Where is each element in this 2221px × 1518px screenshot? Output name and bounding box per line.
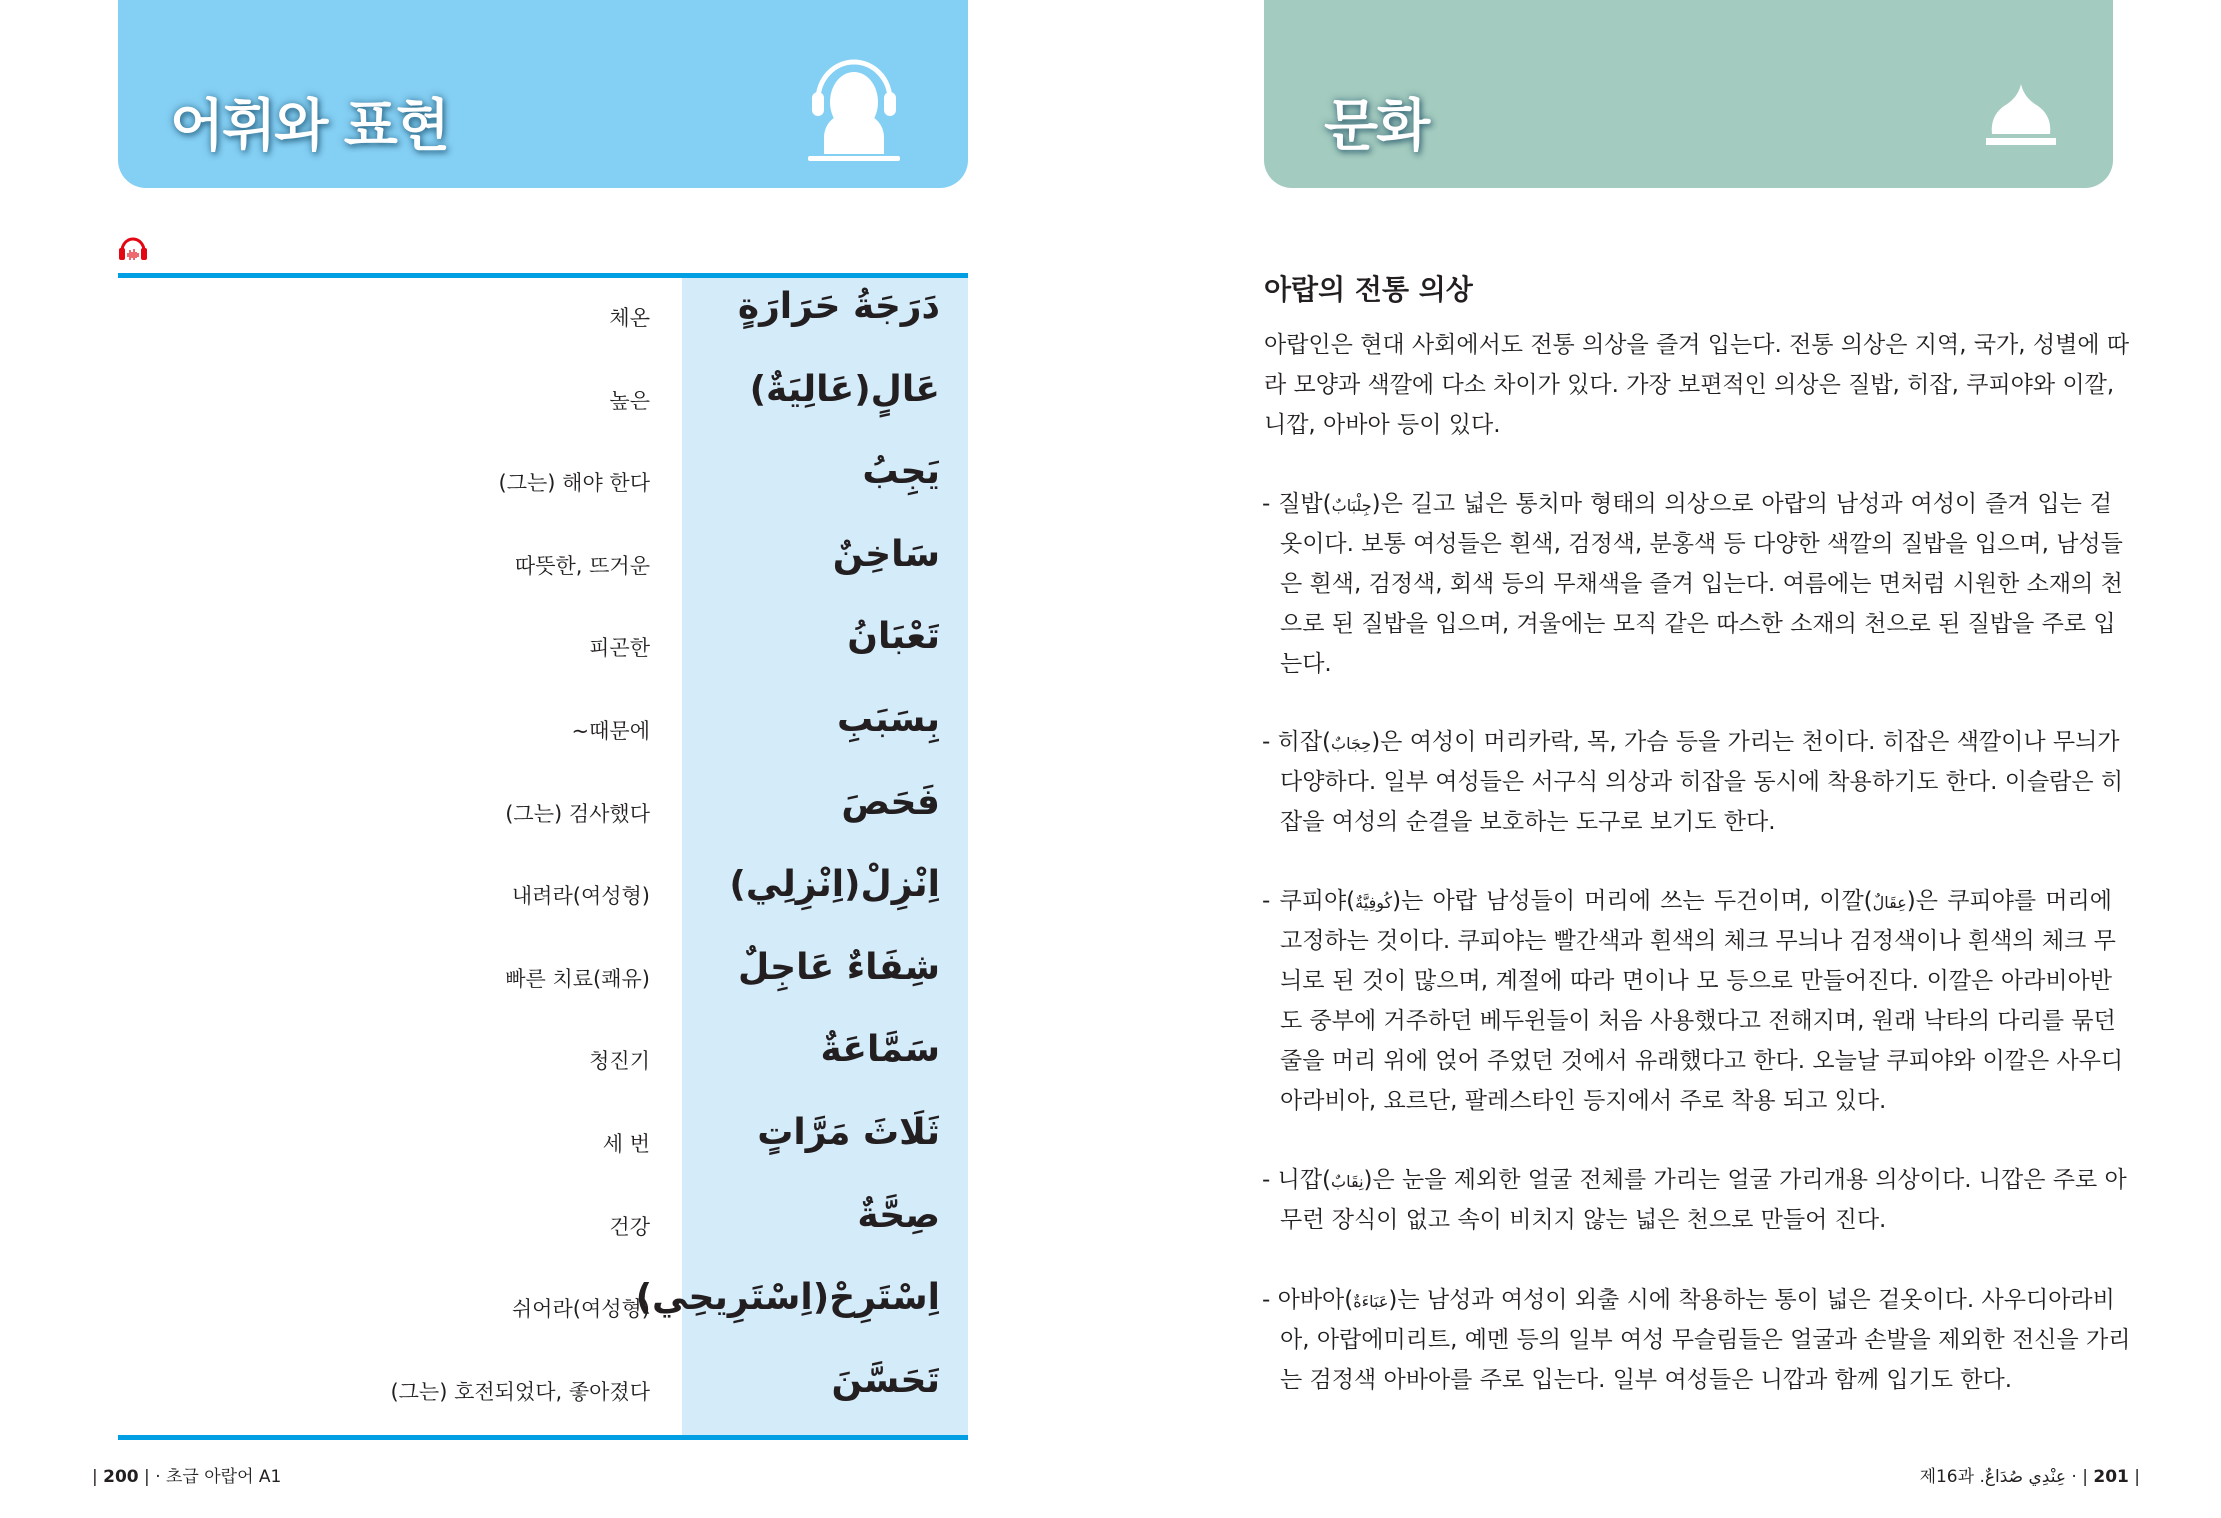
- arabic-term: عَبَاءَةٌ: [1353, 1292, 1389, 1311]
- bullet-line: 으로 된 질밥을 입으며, 겨울에는 모직 같은 따스한 소재의 천으로 된 질밥을 주로 입: [1280, 611, 2116, 637]
- intro-line: 아랍인은 현대 사회에서도 전통 의상을 즐겨 입는다. 전통 의상은 지역, 국가, 성별에 따: [1264, 332, 2130, 358]
- vocab-row: [118, 939, 968, 1021]
- vocab-arabic: شِفَاءٌ عَاجِلٌ: [738, 946, 940, 988]
- footer-separator: · |: [2071, 1467, 2094, 1487]
- vocab-arabic: بِسَبَبِ: [837, 699, 940, 740]
- vocab-arabic: صِحَّةٌ: [857, 1194, 940, 1236]
- vocab-korean: (그는) 검사했다: [505, 801, 650, 826]
- vocab-row: [118, 526, 968, 608]
- lesson-label: 제16과: [1919, 1467, 1975, 1487]
- bullet-line: 아, 아랍에미리트, 예멘 등의 일부 여성 무슬림들은 얼굴과 손발을 제외한 전신을 가리: [1280, 1327, 2131, 1353]
- vocab-korean: ~때문에: [571, 719, 650, 743]
- bullet-text: - 니깝(: [1262, 1167, 1332, 1193]
- audio-headphone-icon[interactable]: [118, 231, 148, 261]
- bullet-first-line: [1262, 1165, 2127, 1195]
- vocab-header-banner: [118, 0, 968, 188]
- vocab-row: [118, 1352, 968, 1434]
- vocab-arabic: تَحَسَّنَ: [831, 1359, 940, 1401]
- vocab-arabic: سَاخِنٌ: [832, 533, 940, 575]
- bullet-text: - 질밥(: [1262, 491, 1332, 517]
- bullet-line: 잡을 여성의 순결을 보호하는 도구로 보기도 한다.: [1280, 809, 1776, 835]
- bullet-text: )는 아랍 남성들이 머리에 쓰는 두건이며, 이깔(: [1392, 888, 1873, 914]
- bullet-line: 는 검정색 아바아를 주로 입는다. 일부 여성들은 니깝과 함께 입기도 한다.: [1280, 1367, 2013, 1393]
- bullet-line: 다양하다. 일부 여성들은 서구식 의상과 히잡을 동시에 착용하기도 한다. 이슬람은 히: [1280, 769, 2124, 795]
- intro-line: 라 모양과 색깔에 다소 차이가 있다. 가장 보편적인 의상은 질밥, 히잡, 쿠피야와 이깔,: [1264, 372, 2115, 398]
- bullet-text: )은 길고 넓은 통치마 형태의 의상으로 아랍의 남성과 여성이 즐겨 입는 겉: [1371, 491, 2112, 517]
- vocab-korean: 내려라(여성형): [511, 884, 650, 909]
- bullet-text: )은 쿠피야를 머리에: [1906, 888, 2112, 914]
- bullet-line: 도 중부에 거주하던 베두윈들이 처음 사용했다고 전해지며, 원래 낙타의 다리를 묶던: [1280, 1008, 2116, 1034]
- arabic-term: جِلْبَابٌ: [1331, 496, 1372, 515]
- bullet-line: 늬로 된 것이 많으며, 계절에 따라 면이나 모 등으로 만들어진다. 이깔은 아라비아반: [1280, 968, 2112, 994]
- bullet-text: - 히잡(: [1262, 729, 1332, 755]
- vocab-korean: 쉬어라(여성형): [511, 1297, 650, 1322]
- vocab-arabic: دَرَجَةُ حَرَارَةٍ: [737, 286, 940, 327]
- footer-separator: |: [2128, 1467, 2140, 1487]
- vocab-korean: 따뜻한, 뜨거운: [514, 553, 650, 578]
- lesson-title-arabic: عِنْدِي صُدَاعٌ.: [1979, 1467, 2066, 1487]
- bullet-text: - 아바아(: [1262, 1287, 1354, 1313]
- vocab-arabic: اِنْزِلْ(اِنْزِلِي): [729, 864, 940, 906]
- vocab-korean: 피곤한: [589, 636, 650, 661]
- bullet-first-line: [1262, 886, 2112, 916]
- vocab-arabic: اِسْتَرِحْ(اِسْتَرِيحِي): [635, 1277, 940, 1319]
- bullet-text: )은 눈을 제외한 얼굴 전체를 가리는 얼굴 가리개용 의상이다. 니깝은 주로 아: [1363, 1167, 2127, 1193]
- headset-person-icon: [806, 56, 902, 164]
- bullet-line: 는다.: [1280, 651, 1332, 677]
- vocab-arabic: فَحَصَ: [841, 781, 940, 823]
- vocab-arabic: يَجِبُ: [862, 451, 940, 493]
- section-title: 아랍의 전통 의상: [1264, 273, 1473, 306]
- vocab-row: [118, 443, 968, 525]
- footer-separator: |: [138, 1467, 156, 1487]
- culture-header-banner: [1264, 0, 2113, 188]
- bullet-text: - 쿠피야(: [1262, 888, 1356, 914]
- vocab-korean: 청진기: [589, 1049, 650, 1074]
- vocab-korean: 높은: [609, 388, 650, 413]
- vocab-row: [118, 1269, 968, 1351]
- vocab-korean: 건강: [609, 1214, 650, 1239]
- right-page-footer: [1920, 1462, 2140, 1487]
- vocab-korean: 세 번: [602, 1132, 650, 1156]
- page-number: 200: [103, 1467, 139, 1487]
- vocab-arabic: تَعْبَانُ: [847, 616, 940, 658]
- arabic-term: عِقَالٌ: [1872, 893, 1907, 912]
- vocab-row: [118, 1104, 968, 1186]
- vocab-row: [118, 774, 968, 856]
- vocab-arabic: عَالٍ(عَالِيَةٌ): [749, 368, 940, 410]
- page-number: 201: [2093, 1467, 2129, 1487]
- bullet-text: )은 여성이 머리카락, 목, 가슴 등을 가리는 천이다. 히잡은 색깔이나 무늬가: [1371, 729, 2120, 755]
- vocab-arabic: ثَلَاثَ مَرَّاتٍ: [757, 1112, 940, 1153]
- bullet-line: 은 흰색, 검정색, 회색 등의 무채색을 즐겨 입는다. 여름에는 면처럼 시원한 소재의 천: [1280, 571, 2123, 597]
- vocab-korean: 빠른 치료(쾌유): [505, 966, 650, 991]
- footer-separator: |: [92, 1467, 104, 1487]
- bullet-line: 옷이다. 보통 여성들은 흰색, 검정색, 분홍색 등 다양한 색깔의 질밥을 입으며, 남성들: [1280, 531, 2123, 557]
- vocab-row: [118, 1021, 968, 1103]
- bullet-first-line: [1262, 1285, 2115, 1315]
- culture-header-title: 문화: [1324, 94, 1429, 159]
- bullet-first-line: [1262, 489, 2112, 519]
- bullet-line: 아라비아, 요르단, 팔레스타인 등지에서 주로 착용 되고 있다.: [1280, 1088, 1887, 1114]
- vocab-row: [118, 608, 968, 690]
- vocab-row: [118, 278, 968, 360]
- vocab-korean: (그는) 해야 한다: [498, 471, 650, 496]
- left-page-footer: [92, 1462, 281, 1487]
- bullet-line: 고정하는 것이다. 쿠피야는 빨간색과 흰색의 체크 무늬나 검정색이나 흰색의 체크 무: [1280, 928, 2116, 954]
- intro-line: 니깝, 아바아 등이 있다.: [1264, 412, 1501, 438]
- vocab-row: [118, 361, 968, 443]
- bullet-text: )는 남성과 여성이 외출 시에 착용하는 통이 넓은 겉옷이다. 사우디아라비: [1388, 1287, 2115, 1313]
- vocab-row: [118, 691, 968, 773]
- vocab-bottom-rule: [118, 1435, 968, 1440]
- bullet-first-line: [1262, 727, 2120, 757]
- book-title: · 초급 아랍어 A1: [155, 1467, 282, 1487]
- vocab-korean: (그는) 호전되었다, 좋아졌다: [390, 1379, 650, 1404]
- vocab-row: [118, 856, 968, 938]
- arabic-term: كُوفِيَّةٌ: [1355, 893, 1393, 912]
- vocab-row: [118, 1187, 968, 1269]
- vocab-korean: 체온: [609, 306, 650, 330]
- bullet-line: 무런 장식이 없고 속이 비치지 않는 넓은 천으로 만들어 진다.: [1280, 1207, 1887, 1233]
- arabic-term: حِجَابٌ: [1331, 734, 1372, 753]
- arabic-term: نِقَابٌ: [1331, 1172, 1364, 1191]
- vocab-header-title: 어휘와 표현: [170, 94, 448, 159]
- dome-icon: [1984, 82, 2058, 148]
- vocab-arabic: سَمَّاعَةٌ: [820, 1029, 940, 1071]
- bullet-line: 줄을 머리 위에 얹어 주었던 것에서 유래했다고 한다. 오늘날 쿠피야와 이깔은 사우디: [1280, 1048, 2124, 1074]
